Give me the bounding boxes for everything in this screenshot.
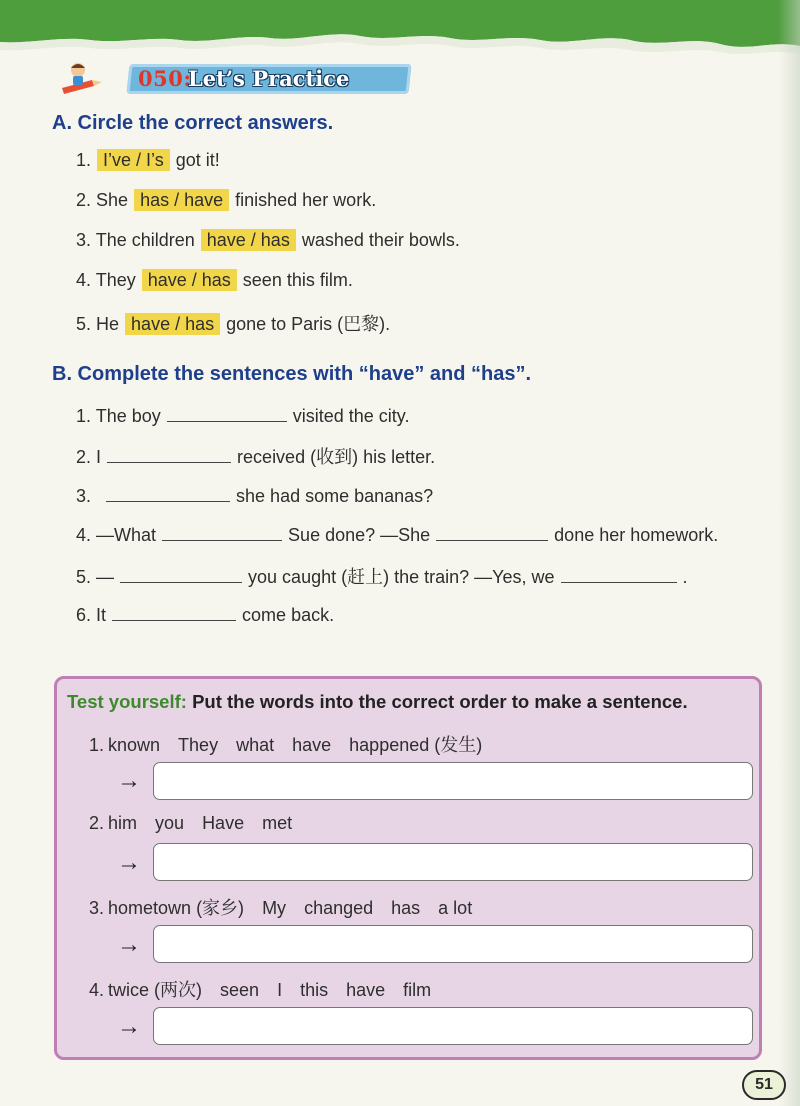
scrambled-words: 2. him you Have met xyxy=(89,813,293,833)
answer-blank[interactable] xyxy=(112,602,236,621)
test-heading xyxy=(67,691,688,713)
answer-blank[interactable] xyxy=(167,403,287,422)
choice-options[interactable]: have / has xyxy=(201,229,296,251)
answer-blank[interactable] xyxy=(106,483,230,502)
page-edge-shadow xyxy=(778,0,800,1106)
answer-blank[interactable] xyxy=(561,564,677,583)
section-a-item: 2. She has / have finished her work. xyxy=(76,190,377,210)
section-b-item: 2. I received (收到) his letter. xyxy=(76,443,435,469)
section-a-item: 1. I’ve / I’s got it! xyxy=(76,150,220,170)
arrow-icon: → xyxy=(117,849,141,876)
test-instruction: Put the words into the correct order to make a sentence. xyxy=(192,691,688,712)
section-b-item: 5. — you caught (赶上) the train? —Yes, we . xyxy=(76,563,688,589)
arrow-icon: → xyxy=(117,931,141,958)
answer-blank[interactable] xyxy=(107,444,231,463)
answer-input[interactable] xyxy=(153,1007,753,1045)
section-b-item: 6. It come back. xyxy=(76,602,334,626)
lesson-title: Let’s Practice xyxy=(188,66,350,91)
lesson-number: 050: xyxy=(138,66,192,91)
arrow-icon: → xyxy=(117,1013,141,1040)
pencil-kid-icon xyxy=(58,58,108,98)
section-a-item: 5. He have / has gone to Paris (巴黎). xyxy=(76,314,391,334)
choice-options[interactable]: have / has xyxy=(125,313,220,335)
arrow-icon: → xyxy=(117,767,141,794)
answer-blank[interactable] xyxy=(162,522,282,541)
choice-options[interactable]: I’ve / I’s xyxy=(97,149,170,171)
choice-options[interactable]: has / have xyxy=(134,189,229,211)
section-b-item: 4. —What Sue done? —She done her homework. xyxy=(76,522,718,546)
page-number: 51 xyxy=(742,1070,786,1100)
answer-blank[interactable] xyxy=(436,522,548,541)
scrambled-words: 3. hometown (家乡) My changed has a lot xyxy=(89,898,473,918)
scrambled-words: 1. known They what have happened (发生) xyxy=(89,735,483,755)
answer-input[interactable] xyxy=(153,762,753,800)
choice-options[interactable]: have / has xyxy=(142,269,237,291)
answer-input[interactable] xyxy=(153,925,753,963)
section-b-item: 1. The boy visited the city. xyxy=(76,403,409,427)
test-label: Test yourself: xyxy=(67,691,187,712)
answer-blank[interactable] xyxy=(120,564,242,583)
section-a-item: 3. The children have / has washed their bowls. xyxy=(76,230,460,250)
section-a-item: 4. They have / has seen this film. xyxy=(76,270,353,290)
section-b-item: 3. she had some bananas? xyxy=(76,483,433,507)
test-yourself-panel xyxy=(54,676,762,1060)
section-a-title: A. Circle the correct answers. xyxy=(52,112,334,134)
answer-input[interactable] xyxy=(153,843,753,881)
scrambled-words: 4. twice (两次) seen I this have film xyxy=(89,980,432,1000)
practice-banner xyxy=(58,58,418,98)
section-b-title: B. Complete the sentences with “have” and “has”. xyxy=(52,363,532,385)
